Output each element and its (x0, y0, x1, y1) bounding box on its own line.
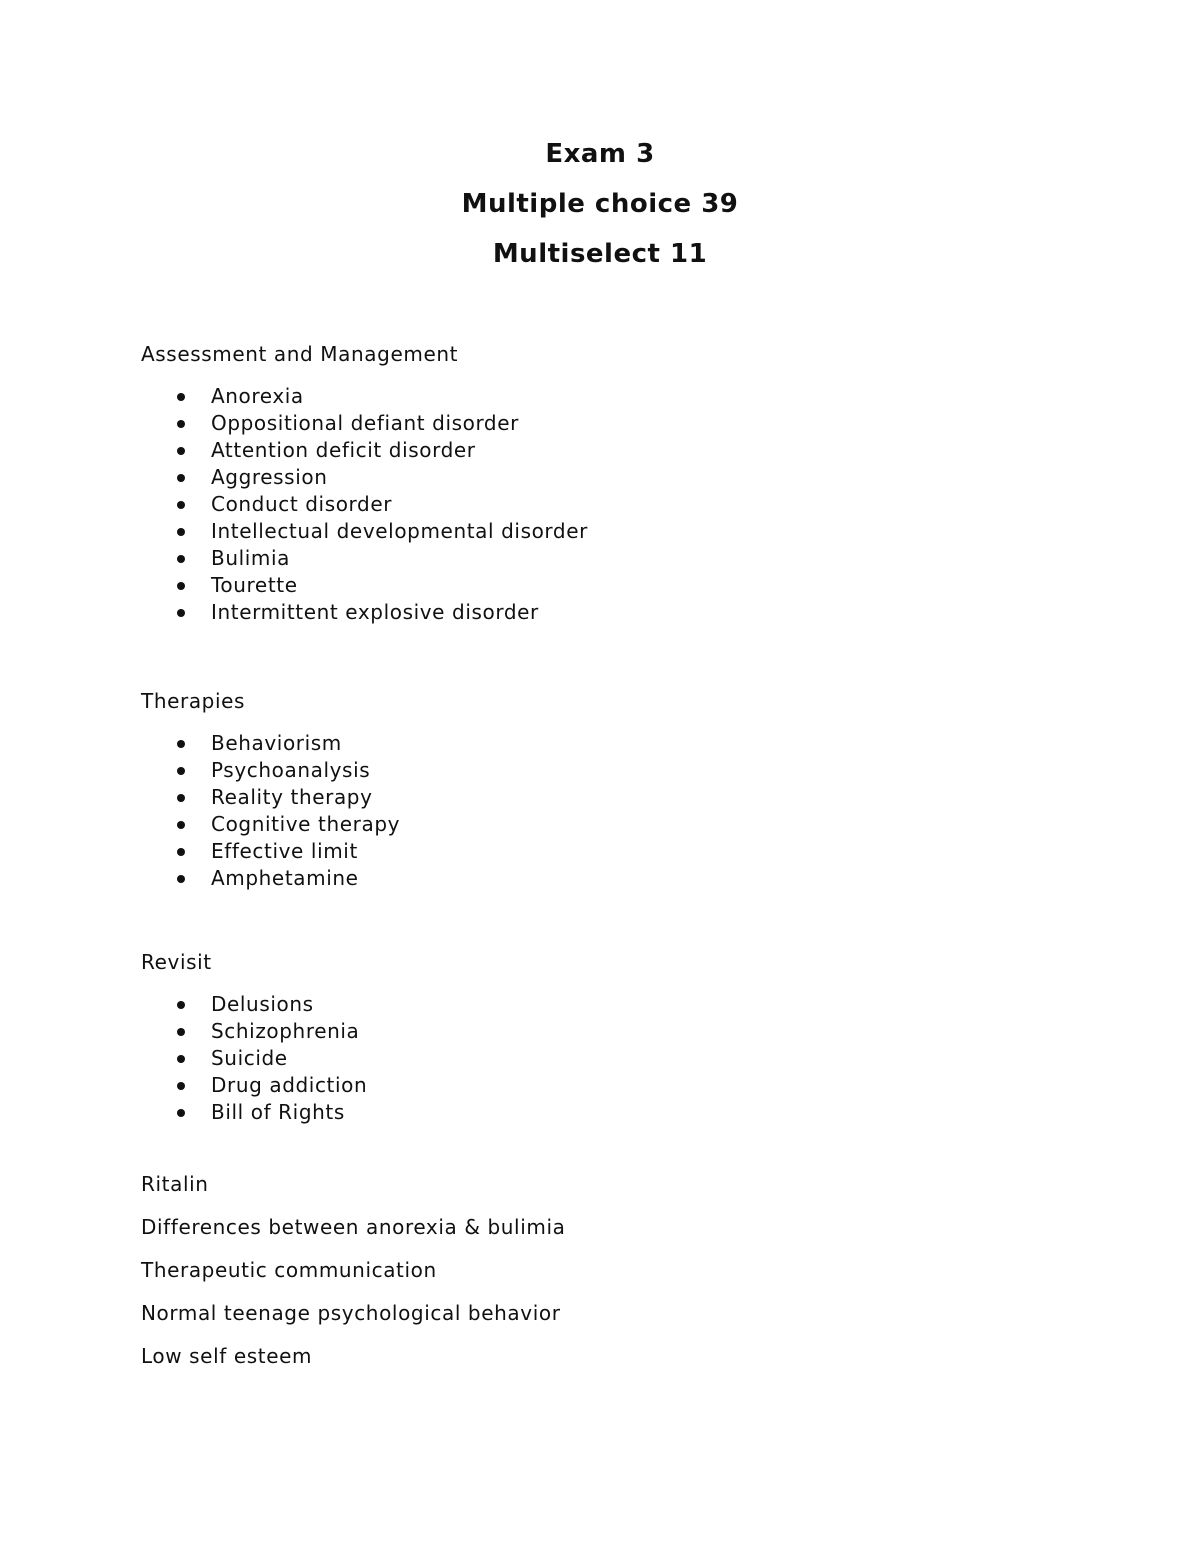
bullet-list (141, 730, 1041, 892)
list-item-label: Suicide (211, 1046, 288, 1070)
multiple-choice-count: Multiple choice 39 (461, 189, 739, 219)
list-item-label: Bill of Rights (211, 1100, 345, 1124)
bullet-icon (177, 821, 185, 829)
list-item-label: Intermittent explosive disorder (211, 600, 539, 624)
topic-item: Ritalin (141, 1172, 209, 1196)
list-item-label: Behaviorism (211, 731, 342, 755)
list-item-label: Cognitive therapy (211, 812, 401, 836)
section-title: Revisit (141, 950, 212, 974)
topic-item: Low self esteem (141, 1344, 313, 1368)
topic-item: Differences between anorexia & bulimia (141, 1215, 566, 1239)
list-item-label: Drug addiction (211, 1073, 368, 1097)
list-item (141, 784, 1041, 811)
document-body (141, 339, 1041, 1384)
topic-item: Normal teenage psychological behavior (141, 1301, 561, 1325)
list-item-label: Amphetamine (211, 866, 359, 890)
list-item (141, 518, 1041, 545)
list-item-label: Oppositional defiant disorder (211, 411, 519, 435)
bullet-icon (177, 1055, 185, 1063)
list-item (141, 410, 1041, 437)
document-header (0, 138, 1200, 288)
bullet-icon (177, 609, 185, 617)
section-therapies (141, 686, 1041, 892)
bullet-icon (177, 1028, 185, 1036)
spacer (141, 626, 1041, 686)
list-item (141, 1072, 1041, 1099)
bullet-icon (177, 528, 185, 536)
bullet-icon (177, 555, 185, 563)
bullet-icon (177, 1082, 185, 1090)
list-item (141, 838, 1041, 865)
list-item (141, 464, 1041, 491)
list-item (141, 491, 1041, 518)
list-item-label: Effective limit (211, 839, 358, 863)
bullet-icon (177, 447, 185, 455)
spacer (141, 1126, 1041, 1169)
bullet-list (141, 991, 1041, 1126)
list-item (141, 545, 1041, 572)
bullet-icon (177, 740, 185, 748)
list-item-label: Psychoanalysis (211, 758, 371, 782)
bullet-icon (177, 420, 185, 428)
list-item-label: Delusions (211, 992, 314, 1016)
list-item (141, 1099, 1041, 1126)
list-item-label: Intellectual developmental disorder (211, 519, 588, 543)
bullet-icon (177, 393, 185, 401)
list-item-label: Aggression (211, 465, 328, 489)
bullet-icon (177, 474, 185, 482)
list-item (141, 991, 1041, 1018)
list-item-label: Reality therapy (211, 785, 373, 809)
bullet-icon (177, 501, 185, 509)
list-item-label: Tourette (211, 573, 298, 597)
list-item-label: Anorexia (211, 384, 304, 408)
list-item (141, 811, 1041, 838)
section-title: Assessment and Management (141, 342, 459, 366)
section-assessment-and-management (141, 339, 1041, 626)
bullet-icon (177, 1109, 185, 1117)
list-item (141, 599, 1041, 626)
list-item (141, 437, 1041, 464)
list-item (141, 730, 1041, 757)
spacer (141, 892, 1041, 947)
list-item (141, 572, 1041, 599)
topic-list (141, 1169, 1041, 1371)
topic-item: Therapeutic communication (141, 1258, 437, 1282)
bullet-icon (177, 767, 185, 775)
list-item-label: Bulimia (211, 546, 291, 570)
exam-title: Exam 3 (545, 139, 655, 169)
list-item-label: Attention deficit disorder (211, 438, 476, 462)
bullet-icon (177, 582, 185, 590)
bullet-icon (177, 794, 185, 802)
list-item-label: Schizophrenia (211, 1019, 360, 1043)
bullet-icon (177, 848, 185, 856)
multiselect-count: Multiselect 11 (492, 239, 708, 269)
section-revisit (141, 947, 1041, 1126)
list-item (141, 865, 1041, 892)
bullet-icon (177, 1001, 185, 1009)
bullet-icon (177, 875, 185, 883)
bullet-list (141, 383, 1041, 626)
list-item (141, 1018, 1041, 1045)
list-item (141, 1045, 1041, 1072)
section-title: Therapies (141, 689, 246, 713)
list-item (141, 757, 1041, 784)
list-item (141, 383, 1041, 410)
list-item-label: Conduct disorder (211, 492, 393, 516)
